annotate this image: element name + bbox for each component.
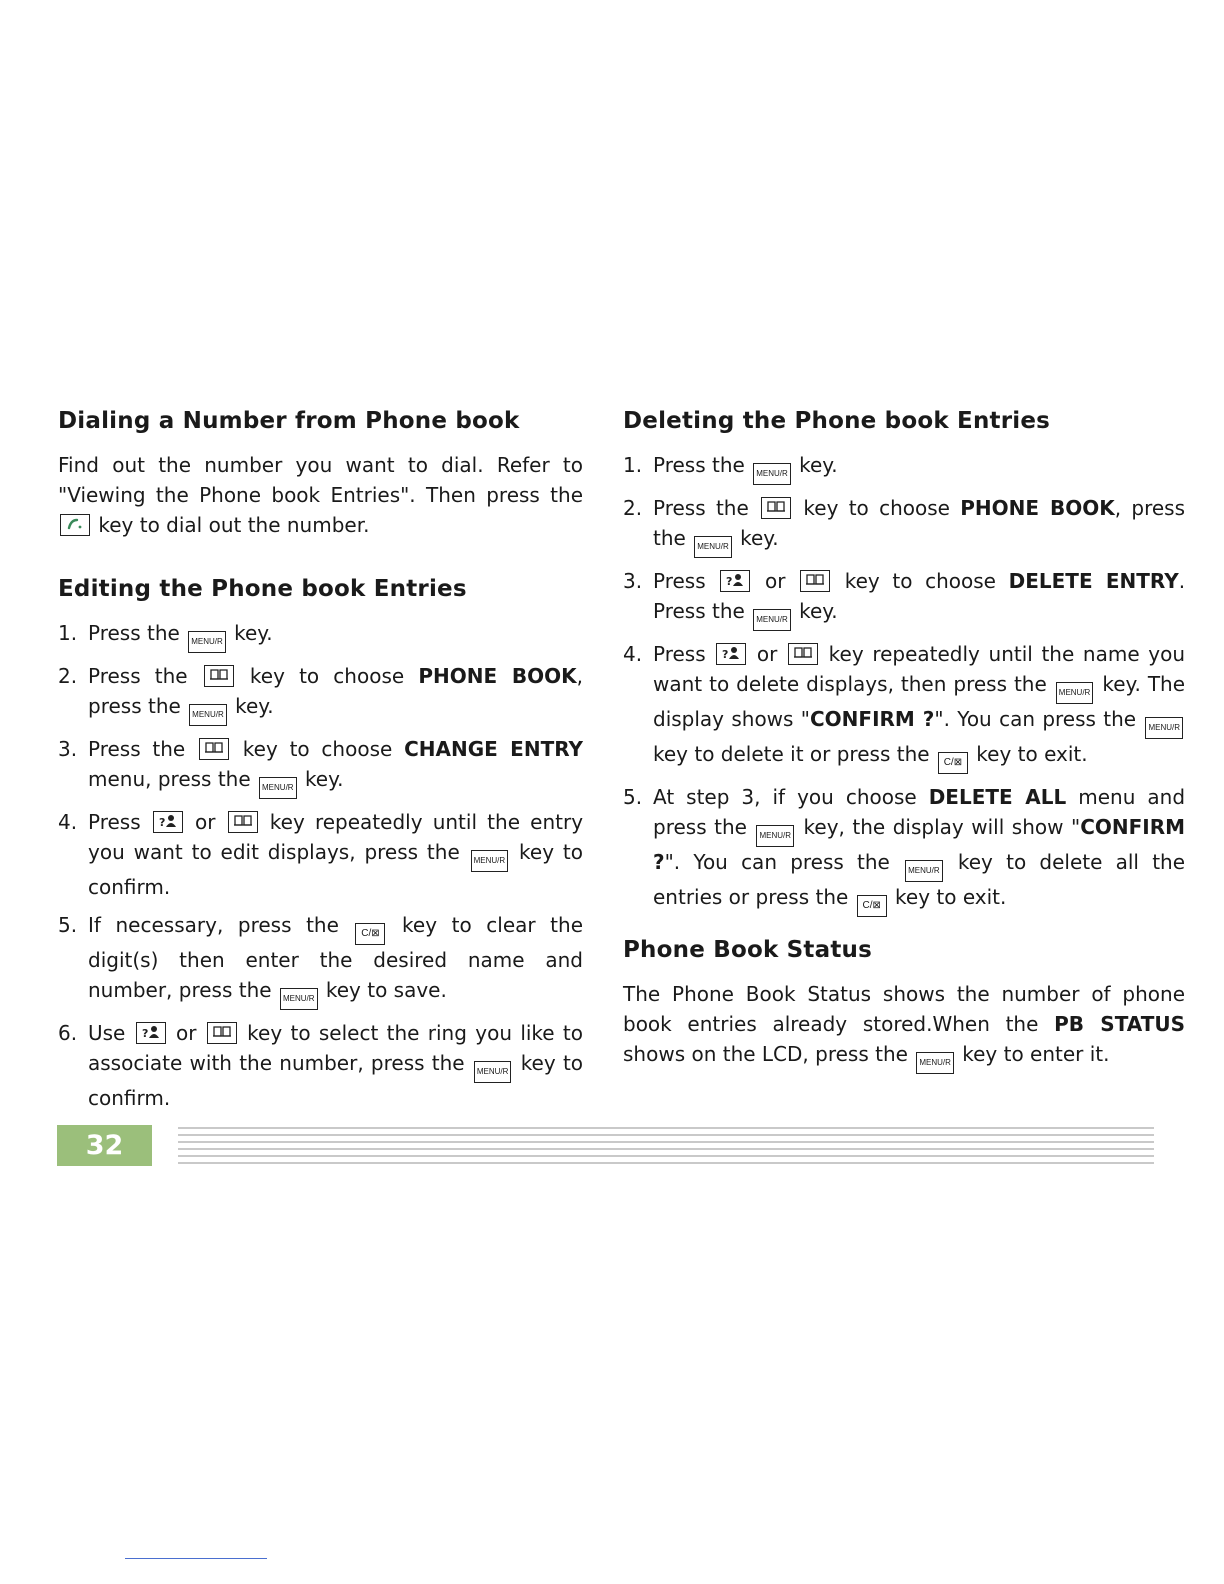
page-number: 32 [57, 1125, 152, 1166]
step-text: key. [799, 599, 838, 623]
step-text: or [176, 1021, 197, 1045]
menu-key-icon: MENU/R [259, 777, 297, 799]
step-text: key to save. [325, 978, 447, 1002]
step-text: key to exit. [976, 742, 1088, 766]
dialing-text-2: key to dial out the number. [98, 513, 370, 537]
step-number: 1. [623, 453, 643, 477]
step-text: , press the [88, 664, 584, 718]
step-text: key to choose [844, 569, 996, 593]
contact-key-icon [720, 570, 750, 592]
step-number: 3. [58, 737, 78, 761]
step-text: key repeatedly until the entry you want to edit displays, press the [88, 810, 584, 864]
editing-step-2 [58, 661, 583, 726]
editing-step-3 [58, 734, 583, 799]
menu-key-icon: MENU/R [188, 631, 226, 653]
step-text: Press the [653, 496, 749, 520]
deleting-section [623, 408, 1185, 917]
deleting-step-3 [623, 566, 1185, 631]
step-number: 2. [58, 664, 78, 688]
step-text: key. The display shows " [653, 672, 1186, 731]
footer-line [178, 1155, 1154, 1157]
step-number: 1. [58, 621, 78, 645]
left-column [58, 408, 583, 1121]
contact-key-icon [153, 811, 183, 833]
step-text: At step 3, if you choose [653, 785, 917, 809]
phonebook-key-icon [204, 665, 234, 687]
call-key-icon [60, 514, 90, 536]
step-text: ". You can press the [934, 707, 1137, 731]
step-text: Press [653, 569, 706, 593]
step-text: or [194, 810, 216, 834]
step-text: or [756, 642, 778, 666]
dialing-text-1: Find out the number you want to dial. Refer to "Viewing the Phone book Entries". Then press the [58, 453, 583, 507]
contact-key-icon [716, 643, 746, 665]
step-text: key. [235, 694, 274, 718]
step-text: key to exit. [895, 885, 1007, 909]
phonebook-key-icon [228, 811, 258, 833]
bottom-link-rule [125, 1558, 267, 1559]
menu-key-icon: MENU/R [189, 704, 227, 726]
deleting-steps [623, 450, 1185, 917]
step-text: If necessary, press the [88, 913, 339, 937]
step-text: key to confirm. [88, 840, 583, 899]
status-keyword: PB STATUS [1054, 1012, 1185, 1036]
step-text: key to choose [803, 496, 950, 520]
menu-key-icon: MENU/R [916, 1052, 954, 1074]
status-text-a: The Phone Book Status shows the number of phone book entries already stored.When the [623, 982, 1185, 1036]
editing-step-4 [58, 807, 583, 902]
step-text: Use [88, 1021, 126, 1045]
menu-key-icon: MENU/R [280, 988, 318, 1010]
editing-step-6 [58, 1018, 583, 1113]
step-text: key, the display will show " [803, 815, 1081, 839]
dialing-section [58, 408, 583, 540]
menu-key-icon: MENU/R [753, 609, 791, 631]
step-text: key to delete it or press the [653, 742, 930, 766]
menu-key-icon: MENU/R [753, 463, 791, 485]
footer-rule-lines [178, 1127, 1154, 1169]
menu-key-icon: MENU/R [756, 825, 794, 847]
phonebook-key-icon [207, 1022, 237, 1044]
menu-key-icon: MENU/R [694, 536, 732, 558]
footer-line [178, 1134, 1154, 1136]
step-keyword: CONFIRM ? [810, 707, 935, 731]
menu-key-icon: MENU/R [1145, 717, 1183, 739]
editing-step-1 [58, 618, 583, 653]
step-text: key to delete all the entries or press the [653, 850, 1186, 909]
step-text: key to confirm. [88, 1051, 584, 1110]
dialing-heading: Dialing a Number from Phone book [58, 408, 520, 434]
step-text: key to select the ring you like to associate with the number, press the [88, 1021, 584, 1075]
deleting-step-1 [623, 450, 1185, 485]
step-number: 3. [623, 569, 643, 593]
step-number: 4. [58, 810, 78, 834]
status-section [623, 937, 1185, 1074]
menu-key-icon: MENU/R [471, 850, 509, 872]
step-text: key to choose [249, 664, 405, 688]
step-text: , press the [653, 496, 1186, 550]
step-keyword: CHANGE ENTRY [404, 737, 584, 761]
step-number: 6. [58, 1021, 78, 1045]
step-text: Press [653, 642, 706, 666]
phonebook-key-icon [788, 643, 818, 665]
menu-key-icon: MENU/R [1056, 682, 1094, 704]
phonebook-key-icon [761, 497, 791, 519]
step-number: 2. [623, 496, 643, 520]
editing-steps [58, 618, 583, 1113]
deleting-step-2 [623, 493, 1185, 558]
step-keyword: CONFIRM ? [653, 815, 1186, 874]
step-keyword: PHONE BOOK [418, 664, 577, 688]
deleting-step-4 [623, 639, 1185, 774]
step-text: ". You can press the [664, 850, 890, 874]
footer-line [178, 1127, 1154, 1129]
step-keyword: DELETE ENTRY [1008, 569, 1179, 593]
step-text: menu and press the [653, 785, 1186, 839]
footer-line [178, 1162, 1154, 1164]
deleting-heading: Deleting the Phone book Entries [623, 408, 1051, 434]
clear-key-icon: C/⊠ [938, 752, 968, 774]
menu-key-icon: MENU/R [474, 1061, 512, 1083]
step-text: key to clear the digit(s) then enter the desired name and number, press the [88, 913, 584, 1002]
step-text: key. [740, 526, 779, 550]
right-column [623, 408, 1185, 1074]
step-text: menu, press the [88, 767, 251, 791]
step-text: Press the [88, 621, 180, 645]
step-text: Press the [88, 737, 186, 761]
step-text: . Press the [653, 569, 1186, 623]
step-text: Press the [88, 664, 188, 688]
contact-key-icon [136, 1022, 166, 1044]
phonebook-key-icon [800, 570, 830, 592]
step-number: 5. [623, 785, 643, 809]
menu-key-icon: MENU/R [905, 860, 943, 882]
step-text: key to choose [242, 737, 393, 761]
editing-step-5 [58, 910, 583, 1010]
clear-key-icon: C/⊠ [355, 923, 385, 945]
step-text: Press [88, 810, 141, 834]
step-text: key. [234, 621, 273, 645]
step-number: 5. [58, 913, 78, 937]
step-keyword: DELETE ALL [928, 785, 1067, 809]
step-number: 4. [623, 642, 643, 666]
deleting-step-5 [623, 782, 1185, 917]
editing-section [58, 576, 583, 1113]
step-text: key. [799, 453, 838, 477]
clear-key-icon: C/⊠ [857, 895, 887, 917]
phonebook-key-icon [199, 738, 229, 760]
footer-line [178, 1141, 1154, 1143]
step-keyword: PHONE BOOK [960, 496, 1115, 520]
status-text-c: key to enter it. [962, 1042, 1110, 1066]
step-text: Press the [653, 453, 745, 477]
status-text-b: shows on the LCD, press the [623, 1042, 908, 1066]
editing-heading: Editing the Phone book Entries [58, 576, 467, 602]
step-text: key. [304, 767, 344, 791]
status-text [623, 979, 1185, 1074]
status-heading: Phone Book Status [623, 937, 872, 963]
dialing-text [58, 450, 583, 540]
step-text: key repeatedly until the name you want to delete displays, then press the [653, 642, 1186, 696]
footer-line [178, 1148, 1154, 1150]
step-text: or [764, 569, 786, 593]
